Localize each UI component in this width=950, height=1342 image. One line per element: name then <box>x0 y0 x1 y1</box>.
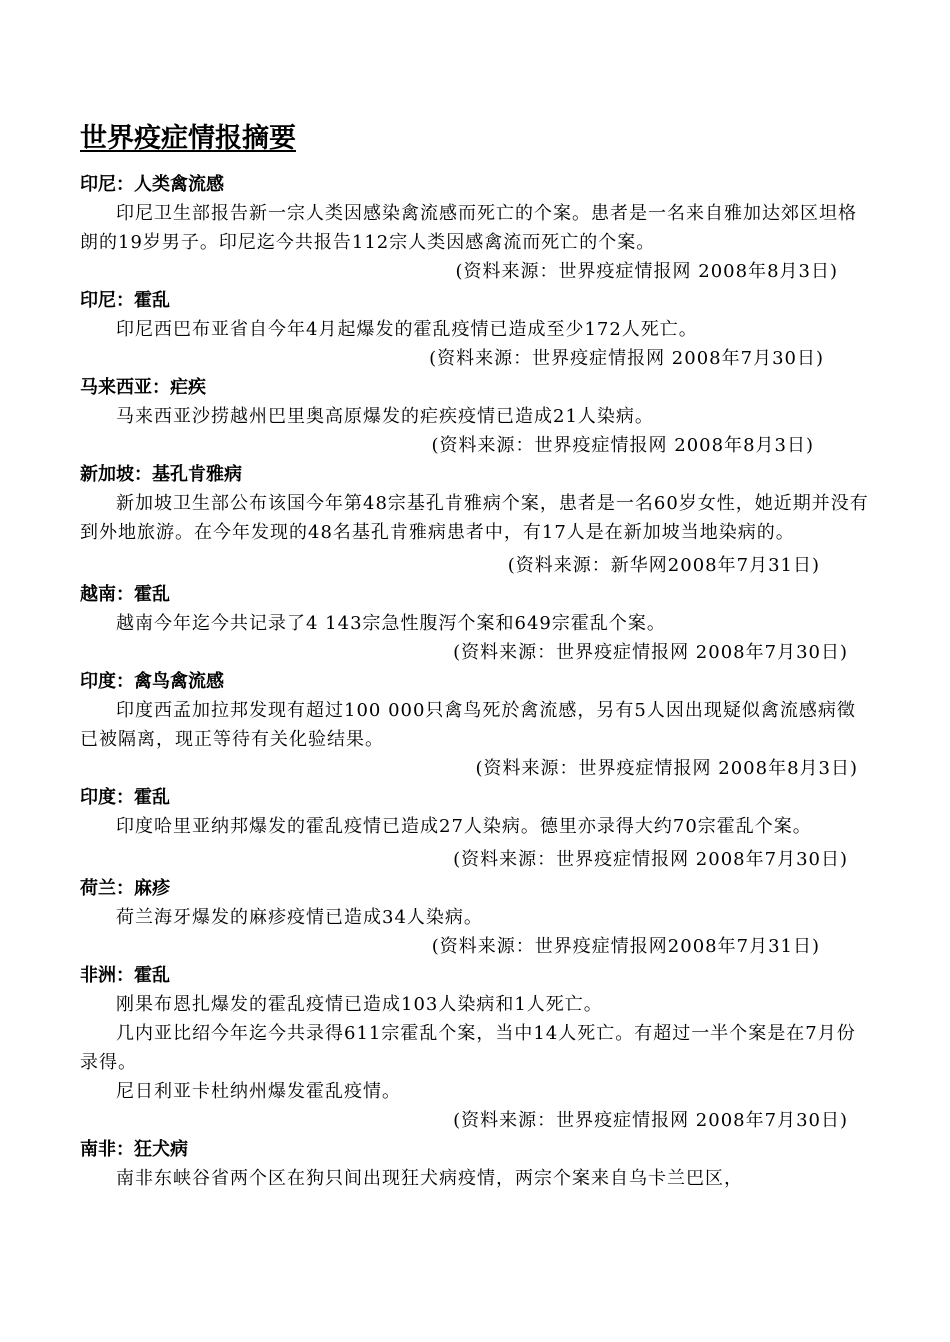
report-heading: 印度：禽鸟禽流感 <box>80 671 224 692</box>
report-item <box>80 783 872 874</box>
report-paragraph: 刚果布恩扎爆发的霍乱疫情已造成103人染病和1人死亡。 <box>116 994 603 1015</box>
report-source: (资料来源：世界疫症情报网 2008年7月30日) <box>429 348 824 369</box>
report-paragraph: 印尼西巴布亚省自今年4月起爆发的霍乱疫情已造成至少172人死亡。 <box>116 319 698 340</box>
report-paragraph: 印尼卫生部报告新一宗人类因感染禽流感而死亡的个案。患者是一名来自雅加达郊区坦格朗的19岁男子。印尼迄今共报告112宗人类因感禽流而死亡的个案。 <box>80 203 857 253</box>
report-paragraph: 荷兰海牙爆发的麻疹疫情已造成34人染病。 <box>116 907 483 928</box>
report-paragraph: 尼日利亚卡杜纳州爆发霍乱疫情。 <box>116 1081 401 1102</box>
report-source: (资料来源：世界疫症情报网 2008年8月3日) <box>431 435 814 456</box>
report-heading: 印尼：人类禽流感 <box>80 174 224 195</box>
report-paragraph: 印度西孟加拉邦发现有超过100 000只禽鸟死於禽流感，另有5人因出现疑似禽流感病徵已被隔离，现正等待有关化验结果。 <box>80 700 856 750</box>
page-title: 世界疫症情报摘要 <box>80 123 296 154</box>
report-item <box>80 286 872 373</box>
report-heading: 荷兰：麻疹 <box>80 878 170 899</box>
report-paragraph: 几内亚比绍今年迄今共录得611宗霍乱个案，当中14人死亡。有超过一半个案是在7月份录得。 <box>80 1023 856 1073</box>
report-source: (资料来源：新华网2008年7月31日) <box>507 555 820 576</box>
report-heading: 越南：霍乱 <box>80 584 170 605</box>
report-source: (资料来源：世界疫症情报网 2008年7月30日) <box>453 1110 848 1131</box>
document-page <box>80 118 872 1193</box>
report-paragraph: 新加坡卫生部公布该国今年第48宗基孔肯雅病个案，患者是一名60岁女性，她近期并没有到外地旅游。在今年发现的48名基孔肯雅病患者中，有17人是在新加坡当地染病的。 <box>80 493 869 543</box>
report-item <box>80 460 872 580</box>
report-source: (资料来源：世界疫症情报网 2008年8月3日) <box>455 261 838 282</box>
report-source: (资料来源：世界疫症情报网 2008年7月30日) <box>453 642 848 663</box>
report-heading: 印尼：霍乱 <box>80 290 170 311</box>
report-paragraph: 越南今年迄今共记录了4 143宗急性腹泻个案和649宗霍乱个案。 <box>116 613 666 634</box>
report-source: (资料来源：世界疫症情报网 2008年7月30日) <box>453 849 848 870</box>
report-item <box>80 667 872 783</box>
report-source: (资料来源：世界疫症情报网 2008年8月3日) <box>475 758 858 779</box>
report-heading: 非洲：霍乱 <box>80 965 170 986</box>
report-paragraph: 南非东峡谷省两个区在狗只间出现狂犬病疫情，两宗个案来自乌卡兰巴区， <box>116 1168 743 1189</box>
report-item <box>80 170 872 286</box>
report-paragraph: 印度哈里亚纳邦爆发的霍乱疫情已造成27人染病。德里亦录得大约70宗霍乱个案。 <box>116 816 812 837</box>
report-heading: 南非：狂犬病 <box>80 1139 188 1160</box>
report-item <box>80 373 872 460</box>
report-heading: 印度：霍乱 <box>80 787 170 808</box>
report-item <box>80 961 872 1135</box>
report-item <box>80 874 872 961</box>
report-item <box>80 580 872 667</box>
report-source: (资料来源：世界疫症情报网2008年7月31日) <box>431 936 820 957</box>
report-heading: 新加坡：基孔肯雅病 <box>80 464 242 485</box>
report-item <box>80 1135 872 1193</box>
report-paragraph: 马来西亚沙捞越州巴里奥高原爆发的疟疾疫情已造成21人染病。 <box>116 406 654 427</box>
report-heading: 马来西亚：疟疾 <box>80 377 206 398</box>
